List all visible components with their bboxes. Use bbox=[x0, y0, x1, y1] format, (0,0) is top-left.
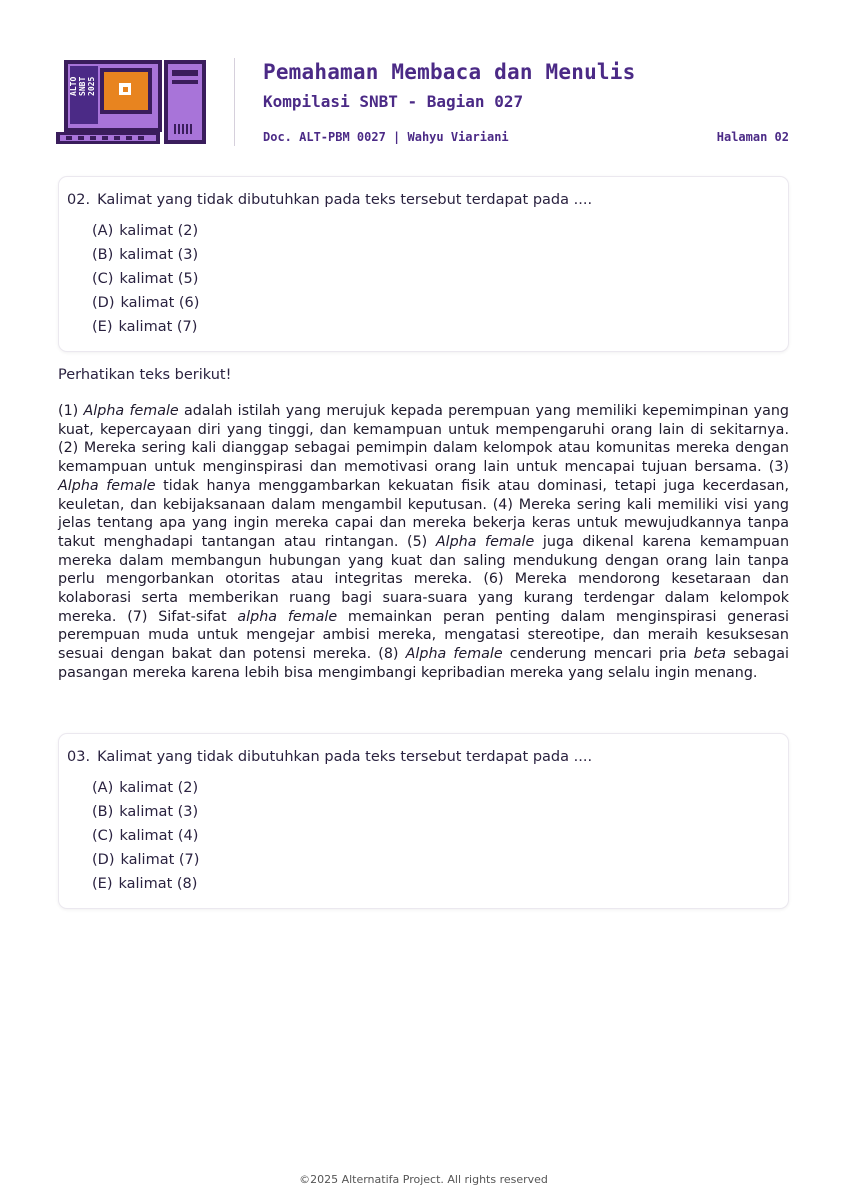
option-letter: (B) bbox=[92, 247, 114, 263]
question-card-02 bbox=[58, 176, 789, 352]
question-number: 02. bbox=[67, 192, 91, 208]
option-d[interactable] bbox=[92, 848, 780, 872]
document-title: Pemahaman Membaca dan Menulis bbox=[263, 60, 636, 84]
passage-term: Alpha female bbox=[58, 477, 156, 494]
logo-text-snbt: SNBT bbox=[78, 76, 87, 96]
logo-text-year: 2025 bbox=[87, 76, 96, 96]
option-letter: (D) bbox=[92, 852, 115, 868]
header-divider bbox=[234, 58, 235, 146]
question-number: 03. bbox=[67, 749, 91, 765]
option-list bbox=[67, 219, 780, 339]
passage-segment: sebagai pasangan mereka karena lebih bisa mengimbangi kepribadian mereka yang selalu ingin menang. bbox=[58, 646, 790, 681]
option-letter: (E) bbox=[92, 876, 113, 892]
question-card-03 bbox=[58, 733, 789, 909]
page-number: Halaman 02 bbox=[716, 130, 789, 144]
passage-segment: (1) bbox=[58, 403, 84, 419]
retro-computer-logo-icon bbox=[56, 58, 208, 146]
option-c[interactable] bbox=[92, 824, 780, 848]
option-text: kalimat (2) bbox=[119, 223, 199, 239]
passage-term: Alpha female bbox=[435, 533, 535, 550]
option-text: kalimat (3) bbox=[119, 804, 199, 820]
option-text: kalimat (3) bbox=[119, 247, 199, 263]
option-letter: (D) bbox=[92, 295, 115, 311]
reading-passage bbox=[58, 402, 789, 683]
option-b[interactable] bbox=[92, 243, 780, 267]
question-prompt: Kalimat yang tidak dibutuhkan pada teks tersebut terdapat pada .... bbox=[97, 192, 593, 208]
option-letter: (A) bbox=[92, 223, 114, 239]
option-text: kalimat (5) bbox=[119, 271, 199, 287]
option-text: kalimat (7) bbox=[118, 319, 198, 335]
option-c[interactable] bbox=[92, 267, 780, 291]
option-letter: (C) bbox=[92, 271, 114, 287]
passage-term: Alpha female bbox=[405, 646, 503, 663]
option-letter: (C) bbox=[92, 828, 114, 844]
passage-segment: tidak hanya menggambarkan kekuatan fisik atau dominasi, tetapi juga kecerdasan, keuletan, dan kebijaksanaan dalam mengambil keputusan. (4) Mereka sering kali memiliki visi yang jelas tentang apa yang ingin mereka capai dan mereka bekerja keras untuk mewujudkannya tanpa takut menghadapi tantangan atau rintangan. (5) bbox=[58, 477, 789, 550]
option-e[interactable] bbox=[92, 315, 780, 339]
document-subtitle: Kompilasi SNBT - Bagian 027 bbox=[263, 92, 524, 111]
passage-term: Alpha female bbox=[83, 403, 179, 419]
question-prompt: Kalimat yang tidak dibutuhkan pada teks tersebut terdapat pada .... bbox=[97, 749, 593, 765]
passage-term: beta bbox=[693, 646, 726, 663]
passage-segment: juga dikenal karena kemampuan mereka dalam membangun hubungan yang kuat dan saling mendukung dengan orang lain tanpa perlu mengorbankan otoritas atau integritas mereka. (6) Mereka mendorong kesetaraan dan kolaborasi serta memberikan ruang bagi suara-suara yang kurang terdengar dalam kelompok mereka. (7) Sifat-sifat bbox=[58, 533, 789, 625]
option-list bbox=[67, 776, 780, 896]
passage-segment: adalah istilah yang merujuk kepada perempuan yang memiliki kepemimpinan yang kuat, kepercayaan diri yang tinggi, dan kemampuan untuk mempengaruhi orang lain di sekitarnya. (2) Mereka sering kali dianggap sebagai pemimpin dalam kelompok atau komunitas mereka dengan kemampuan untuk menginspirasi dan memotivasi orang lain untuk mencapai tujuan bersama. (3) bbox=[58, 403, 790, 476]
option-text: kalimat (6) bbox=[120, 295, 200, 311]
option-text: kalimat (4) bbox=[119, 828, 199, 844]
question-text bbox=[67, 746, 780, 768]
option-letter: (E) bbox=[92, 319, 113, 335]
option-d[interactable] bbox=[92, 291, 780, 315]
passage-segment: cenderung mencari pria bbox=[502, 646, 694, 663]
option-text: kalimat (7) bbox=[120, 852, 200, 868]
option-e[interactable] bbox=[92, 872, 780, 896]
option-letter: (B) bbox=[92, 804, 114, 820]
option-text: kalimat (2) bbox=[119, 780, 199, 796]
option-a[interactable] bbox=[92, 219, 780, 243]
logo-text-alto: ALTO bbox=[69, 76, 78, 96]
document-info: Doc. ALT-PBM 0027 | Wahyu Viariani bbox=[263, 130, 509, 144]
option-letter: (A) bbox=[92, 780, 114, 796]
option-a[interactable] bbox=[92, 776, 780, 800]
page-footer: ©2025 Alternatifa Project. All rights reserved bbox=[299, 1173, 548, 1186]
option-b[interactable] bbox=[92, 800, 780, 824]
page-header bbox=[0, 0, 847, 160]
option-text: kalimat (8) bbox=[118, 876, 198, 892]
passage-intro: Perhatikan teks berikut! bbox=[58, 367, 232, 383]
question-text bbox=[67, 189, 780, 211]
passage-term: alpha female bbox=[237, 608, 338, 625]
passage-segment: memainkan peran penting dalam menginspirasi generasi perempuan muda untuk mengejar ambisi mereka, mengatasi stereotipe, dan meraih kesuksesan sesuai dengan bakat dan potensi mereka. (8) bbox=[58, 608, 790, 663]
